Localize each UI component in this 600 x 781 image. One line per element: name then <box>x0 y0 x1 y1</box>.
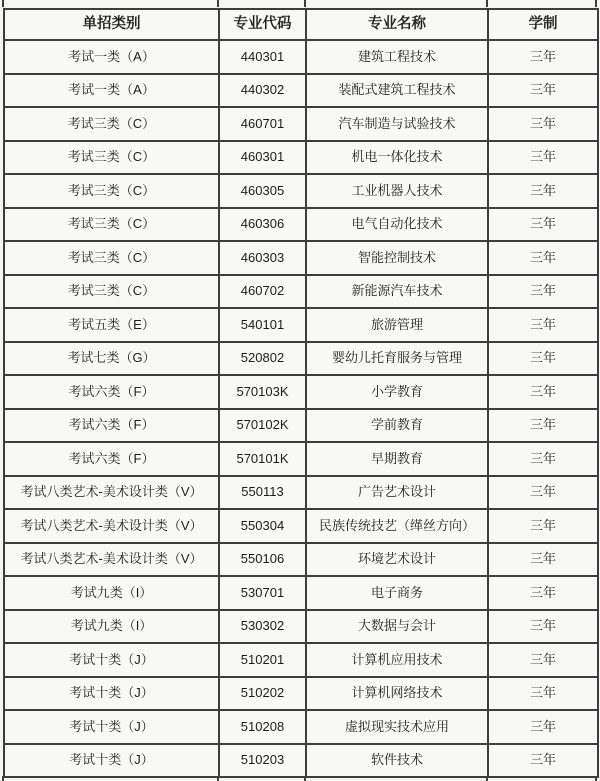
cell-category: 考试六类（F） <box>4 409 219 443</box>
cell-code: 520802 <box>219 342 306 376</box>
cell-category: 考试五类（E） <box>4 308 219 342</box>
cell-code: 460702 <box>219 275 306 309</box>
cell-duration: 三年 <box>488 241 598 275</box>
header-category: 单招类别 <box>4 9 219 40</box>
cell-name: 计算机应用技术 <box>306 643 488 677</box>
header-name: 专业名称 <box>306 9 488 40</box>
cell-name: 工业机器人技术 <box>306 174 488 208</box>
table-row <box>4 409 598 443</box>
crop-tick <box>217 0 219 7</box>
header-code: 专业代码 <box>219 9 306 40</box>
cell-category: 考试八类艺术-美术设计类（V） <box>4 476 219 510</box>
crop-tick <box>2 776 4 781</box>
cell-name: 旅游管理 <box>306 308 488 342</box>
cell-duration: 三年 <box>488 442 598 476</box>
cell-code: 540101 <box>219 308 306 342</box>
cell-code: 460305 <box>219 174 306 208</box>
cell-category: 考试一类（A） <box>4 74 219 108</box>
cell-duration: 三年 <box>488 174 598 208</box>
cell-name: 民族传统技艺（缂丝方向） <box>306 509 488 543</box>
cell-code: 570101K <box>219 442 306 476</box>
cell-duration: 三年 <box>488 409 598 443</box>
table-header <box>4 9 598 40</box>
table-row <box>4 275 598 309</box>
cell-name: 虚拟现实技术应用 <box>306 710 488 744</box>
cell-name: 电子商务 <box>306 576 488 610</box>
cell-category: 考试三类（C） <box>4 208 219 242</box>
cell-name: 广告艺术设计 <box>306 476 488 510</box>
table-row <box>4 744 598 778</box>
table-row <box>4 442 598 476</box>
cell-category: 考试三类（C） <box>4 275 219 309</box>
cell-duration: 三年 <box>488 40 598 74</box>
cell-name: 装配式建筑工程技术 <box>306 74 488 108</box>
cell-duration: 三年 <box>488 141 598 175</box>
cell-code: 530701 <box>219 576 306 610</box>
cell-code: 550106 <box>219 543 306 577</box>
cell-name: 软件技术 <box>306 744 488 778</box>
cell-duration: 三年 <box>488 610 598 644</box>
table-row <box>4 141 598 175</box>
cell-code: 550304 <box>219 509 306 543</box>
cell-duration: 三年 <box>488 342 598 376</box>
table-row <box>4 476 598 510</box>
cell-duration: 三年 <box>488 509 598 543</box>
cell-name: 环境艺术设计 <box>306 543 488 577</box>
cell-code: 460303 <box>219 241 306 275</box>
table-row <box>4 174 598 208</box>
cell-duration: 三年 <box>488 275 598 309</box>
cell-name: 计算机网络技术 <box>306 677 488 711</box>
table-row <box>4 375 598 409</box>
crop-tick <box>486 776 488 781</box>
majors-table <box>3 8 599 778</box>
cell-duration: 三年 <box>488 710 598 744</box>
table-row <box>4 643 598 677</box>
cell-duration: 三年 <box>488 476 598 510</box>
crop-tick <box>217 776 219 781</box>
crop-tick <box>486 0 488 7</box>
table-row <box>4 509 598 543</box>
cell-name: 新能源汽车技术 <box>306 275 488 309</box>
cell-name: 电气自动化技术 <box>306 208 488 242</box>
cell-category: 考试七类（G） <box>4 342 219 376</box>
cell-duration: 三年 <box>488 208 598 242</box>
cell-duration: 三年 <box>488 74 598 108</box>
table-row <box>4 308 598 342</box>
cell-category: 考试六类（F） <box>4 375 219 409</box>
cell-code: 530302 <box>219 610 306 644</box>
cell-duration: 三年 <box>488 677 598 711</box>
table-row <box>4 208 598 242</box>
crop-tick <box>595 0 597 7</box>
cell-code: 510202 <box>219 677 306 711</box>
table-row <box>4 710 598 744</box>
cell-name: 早期教育 <box>306 442 488 476</box>
cell-code: 510203 <box>219 744 306 778</box>
header-duration: 学制 <box>488 9 598 40</box>
cell-name: 学前教育 <box>306 409 488 443</box>
cell-category: 考试三类（C） <box>4 241 219 275</box>
cell-code: 460701 <box>219 107 306 141</box>
cell-name: 建筑工程技术 <box>306 40 488 74</box>
table-row <box>4 241 598 275</box>
cell-category: 考试八类艺术-美术设计类（V） <box>4 543 219 577</box>
cell-category: 考试十类（J） <box>4 677 219 711</box>
cell-duration: 三年 <box>488 308 598 342</box>
cell-category: 考试六类（F） <box>4 442 219 476</box>
cell-category: 考试三类（C） <box>4 107 219 141</box>
cell-code: 550113 <box>219 476 306 510</box>
cell-code: 510201 <box>219 643 306 677</box>
cell-name: 大数据与会计 <box>306 610 488 644</box>
cell-duration: 三年 <box>488 375 598 409</box>
table-row <box>4 74 598 108</box>
table-row <box>4 342 598 376</box>
cell-category: 考试一类（A） <box>4 40 219 74</box>
cell-category: 考试十类（J） <box>4 744 219 778</box>
cell-category: 考试三类（C） <box>4 141 219 175</box>
cell-category: 考试九类（I） <box>4 576 219 610</box>
table-row <box>4 576 598 610</box>
cell-category: 考试八类艺术-美术设计类（V） <box>4 509 219 543</box>
cell-name: 婴幼儿托育服务与管理 <box>306 342 488 376</box>
header-row <box>4 9 598 40</box>
table-row <box>4 543 598 577</box>
cell-duration: 三年 <box>488 543 598 577</box>
cell-code: 440301 <box>219 40 306 74</box>
cell-code: 570102K <box>219 409 306 443</box>
cell-code: 460301 <box>219 141 306 175</box>
cell-category: 考试三类（C） <box>4 174 219 208</box>
table-body <box>4 40 598 777</box>
cell-name: 智能控制技术 <box>306 241 488 275</box>
cell-code: 510208 <box>219 710 306 744</box>
cell-code: 460306 <box>219 208 306 242</box>
cell-code: 440302 <box>219 74 306 108</box>
cell-code: 570103K <box>219 375 306 409</box>
cell-duration: 三年 <box>488 744 598 778</box>
cell-duration: 三年 <box>488 107 598 141</box>
cell-duration: 三年 <box>488 643 598 677</box>
cell-category: 考试十类（J） <box>4 643 219 677</box>
table-row <box>4 40 598 74</box>
cell-category: 考试十类（J） <box>4 710 219 744</box>
cell-duration: 三年 <box>488 576 598 610</box>
crop-tick <box>304 0 306 7</box>
crop-tick <box>304 776 306 781</box>
crop-tick <box>2 0 4 7</box>
cell-name: 机电一体化技术 <box>306 141 488 175</box>
cell-name: 汽车制造与试验技术 <box>306 107 488 141</box>
table-row <box>4 677 598 711</box>
cell-name: 小学教育 <box>306 375 488 409</box>
cell-category: 考试九类（I） <box>4 610 219 644</box>
table-row <box>4 610 598 644</box>
crop-tick <box>595 776 597 781</box>
table-row <box>4 107 598 141</box>
